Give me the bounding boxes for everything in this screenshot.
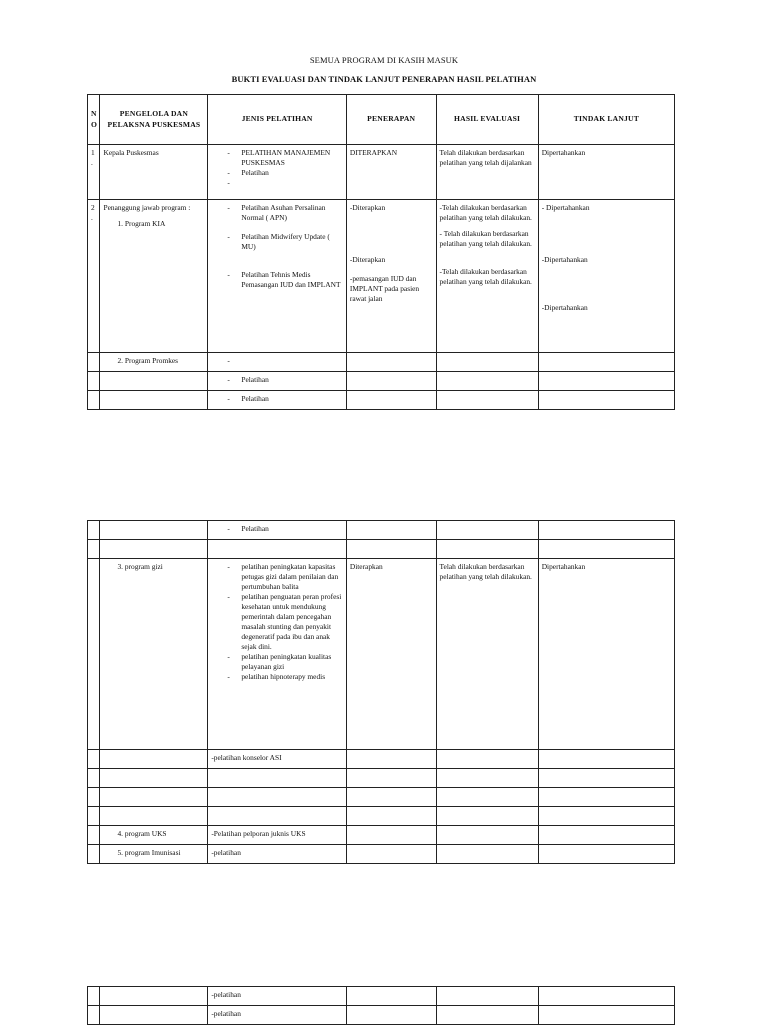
training-item: - Pelatihan Tehnis Medis Pemasangan IUD dan IMPLANT bbox=[227, 270, 343, 290]
table-row bbox=[88, 521, 675, 540]
hasil-cell: Telah dilakukan berdasarkan pelatihan yang telah dijalankan bbox=[436, 145, 538, 200]
hasil-cell: Telah dilakukan berdasarkan pelatihan yang telah dilakukan. bbox=[436, 559, 538, 750]
evaluation-table-part-1 bbox=[87, 94, 675, 410]
program-label: 1. Program KIA bbox=[117, 218, 166, 228]
table-row bbox=[88, 750, 675, 769]
training-item: - pelatihan peningkatan kualitas pelayanan gizi bbox=[227, 652, 343, 672]
table-row bbox=[88, 540, 675, 559]
training-item: - Pelatihan bbox=[227, 394, 343, 404]
program-label: 5. program Imunisasi bbox=[100, 845, 208, 864]
tindak-item: - Dipertahankan bbox=[541, 203, 590, 212]
jenis-cell bbox=[208, 353, 347, 372]
tindak-cell: Dipertahankan bbox=[538, 145, 674, 200]
jenis-cell bbox=[208, 200, 347, 353]
table-row bbox=[88, 788, 675, 807]
pengelola-label: Penanggung jawab program : bbox=[103, 203, 191, 212]
tindak-cell: Dipertahankan bbox=[538, 559, 674, 750]
row-number: 2 . bbox=[88, 200, 100, 353]
jenis-cell bbox=[208, 521, 347, 540]
table-row bbox=[88, 145, 675, 200]
table-row bbox=[88, 987, 675, 1006]
training-item: - pelatihan penguatan peran profesi kesehatan untuk mendukung pemerintah dalam pencegahan masalah stunting dan penyakit degeneratif pada ibu dan anak sejak dini. bbox=[227, 592, 343, 652]
jenis-cell: -pelatihan bbox=[208, 1006, 347, 1025]
training-item: - Pelatihan bbox=[227, 524, 343, 534]
penerapan-cell: DITERAPKAN bbox=[346, 145, 436, 200]
table-header-row bbox=[88, 95, 675, 145]
table-row bbox=[88, 1006, 675, 1025]
program-label: 2. Program Promkes bbox=[100, 353, 208, 372]
table-row bbox=[88, 559, 675, 750]
penerapan-item: -Diterapkan bbox=[349, 254, 386, 264]
table-row bbox=[88, 200, 675, 353]
jenis-cell bbox=[208, 372, 347, 391]
hasil-item: - Telah dilakukan berdasarkan pelatihan yang telah dilakukan. bbox=[439, 228, 532, 248]
header-tindak-lanjut: TINDAK LANJUT bbox=[538, 95, 674, 145]
table-row bbox=[88, 353, 675, 372]
training-item: - PELATIHAN MANAJEMEN PUSKESMAS bbox=[227, 148, 343, 168]
penerapan-cell bbox=[346, 200, 436, 353]
jenis-cell: -pelatihan konselor ASI bbox=[208, 750, 347, 769]
training-item: - Pelatihan bbox=[227, 168, 343, 178]
row-number: 1 . bbox=[88, 145, 100, 200]
training-item: - pelatihan peningkatan kapasitas petugas gizi dalam penilaian dan pertumbuhan balita bbox=[227, 562, 343, 592]
table-row bbox=[88, 391, 675, 410]
training-item: - pelatihan hipnoterapy medis bbox=[227, 672, 343, 682]
program-label: 4. program UKS bbox=[100, 826, 208, 845]
training-item: - Pelatihan Midwifery Update ( MU) bbox=[227, 232, 343, 252]
header-no: N O bbox=[88, 95, 100, 145]
table-row bbox=[88, 769, 675, 788]
jenis-cell: -pelatihan bbox=[208, 987, 347, 1006]
hasil-item: -Telah dilakukan berdasarkan pelatihan yang telah dilakukan. bbox=[439, 203, 532, 222]
document-title: SEMUA PROGRAM DI KASIH MASUK bbox=[309, 55, 459, 65]
jenis-cell bbox=[208, 559, 347, 750]
penerapan-item: -Diterapkan bbox=[349, 203, 386, 212]
pengelola-cell bbox=[100, 200, 208, 353]
penerapan-cell: Diterapkan bbox=[346, 559, 436, 750]
program-label: 3. program gizi bbox=[100, 559, 208, 750]
table-row bbox=[88, 826, 675, 845]
jenis-cell bbox=[208, 145, 347, 200]
table-row bbox=[88, 807, 675, 826]
document-subtitle: BUKTI EVALUASI DAN TINDAK LANJUT PENERAPAN HASIL PELATIHAN bbox=[231, 74, 537, 84]
jenis-cell bbox=[208, 391, 347, 410]
penerapan-item: -pemasangan IUD dan IMPLANT pada pasien rawat jalan bbox=[349, 273, 420, 303]
tindak-item: -Dipertahankan bbox=[541, 254, 588, 264]
training-item: - Pelatihan bbox=[227, 375, 343, 385]
table-row bbox=[88, 372, 675, 391]
training-item: - Pelatihan Asuhan Persalinan Normal ( APN) bbox=[227, 203, 343, 223]
header-pengelola: PENGELOLA DAN PELAKSNA PUSKESMAS bbox=[100, 95, 208, 145]
header-penerapan: PENERAPAN bbox=[346, 95, 436, 145]
tindak-item: -Dipertahankan bbox=[541, 302, 588, 312]
tindak-cell bbox=[538, 200, 674, 353]
hasil-cell bbox=[436, 200, 538, 353]
evaluation-table-part-3 bbox=[87, 986, 675, 1025]
hasil-item: -Telah dilakukan berdasarkan pelatihan yang telah dilakukan. bbox=[439, 266, 532, 286]
jenis-cell: -Pelatihan pelporan juknis UKS bbox=[208, 826, 347, 845]
header-hasil-evaluasi: HASIL EVALUASI bbox=[436, 95, 538, 145]
header-jenis-pelatihan: JENIS PELATIHAN bbox=[208, 95, 347, 145]
jenis-cell: -pelatihan bbox=[208, 845, 347, 864]
pengelola-cell: Kepala Puskesmas bbox=[100, 145, 208, 200]
evaluation-table-part-2 bbox=[87, 520, 675, 864]
table-row bbox=[88, 845, 675, 864]
